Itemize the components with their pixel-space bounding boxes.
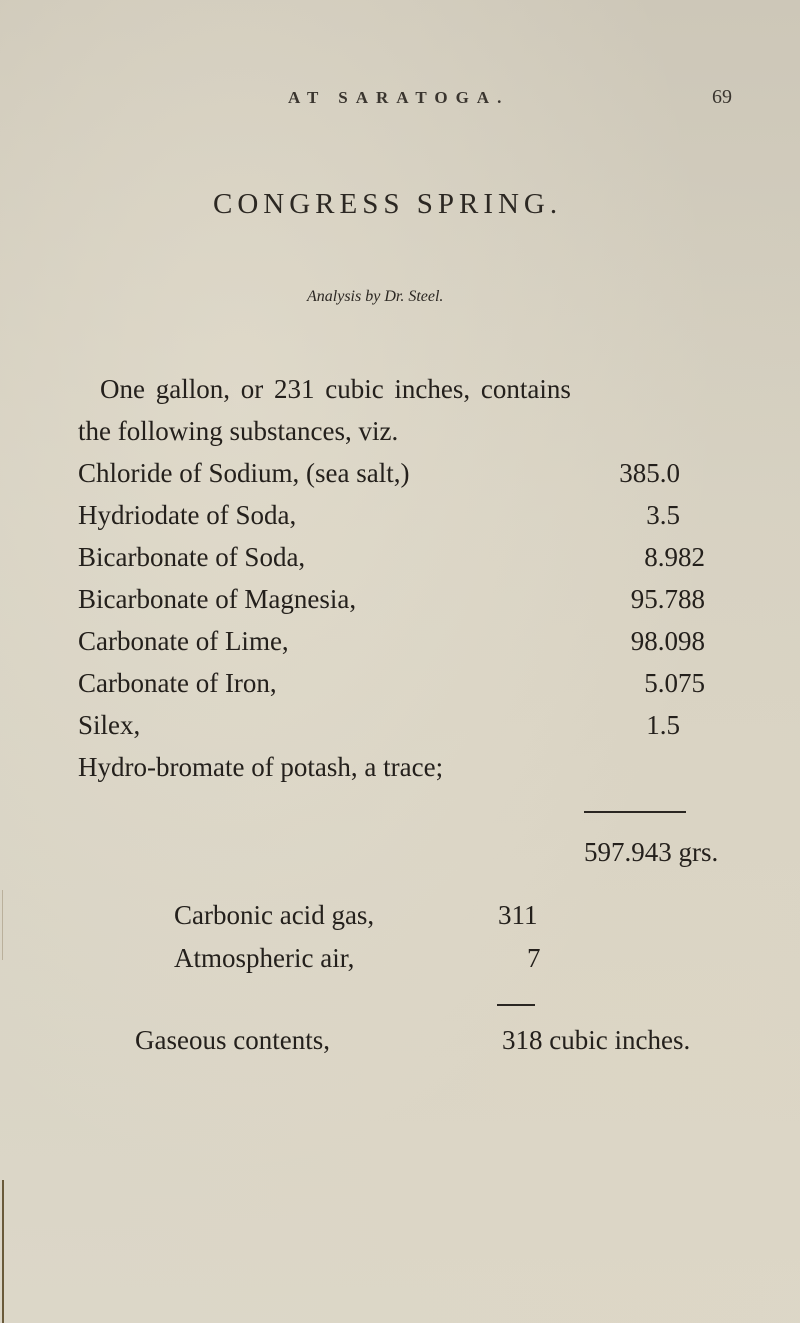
substance-value: 98.098 — [630, 626, 705, 656]
running-head: AT SARATOGA. — [288, 88, 510, 107]
page-number: 69 — [712, 86, 732, 108]
substance-name: Hydro-bromate of potash, a trace; — [78, 752, 444, 782]
substance-name: Bicarbonate of Soda, — [78, 542, 306, 572]
intro-line-2: the following substances, viz. — [78, 416, 399, 446]
gas-value: 311 — [498, 900, 538, 930]
solids-total: 597.943 grs. — [584, 837, 719, 867]
solids-sum-rule — [584, 811, 686, 813]
page-edge-line — [2, 1180, 4, 1323]
section-title: CONGRESS SPRING. — [213, 188, 563, 220]
gas-value: 7 — [527, 943, 541, 973]
substance-value: 3.5 — [646, 500, 680, 530]
substance-value: 1.5 — [646, 710, 680, 740]
substance-value: 8.982 — [644, 542, 705, 572]
substance-value: 385.0 — [619, 458, 680, 488]
substance-name: Carbonate of Lime, — [78, 626, 289, 656]
section-subtitle: Analysis by Dr. Steel. — [307, 288, 444, 305]
substance-value: 5.075 — [644, 668, 705, 698]
substance-value: 95.788 — [630, 584, 705, 614]
substance-name: Chloride of Sodium, (sea salt,) — [78, 458, 410, 488]
substance-name: Carbonate of Iron, — [78, 668, 277, 698]
gases-sum-rule — [497, 1004, 535, 1006]
gaseous-contents-label: Gaseous contents, — [135, 1025, 330, 1055]
substance-name: Silex, — [78, 710, 141, 740]
substance-name: Bicarbonate of Magnesia, — [78, 584, 357, 614]
gas-name: Atmospheric air, — [174, 943, 355, 973]
gaseous-contents-value: 318 cubic inches. — [502, 1025, 691, 1055]
substance-name: Hydriodate of Soda, — [78, 500, 297, 530]
gas-name: Carbonic acid gas, — [174, 900, 375, 930]
page-edge-mark — [2, 890, 3, 960]
intro-line-1: One gallon, or 231 cubic inches, contains — [100, 374, 571, 404]
